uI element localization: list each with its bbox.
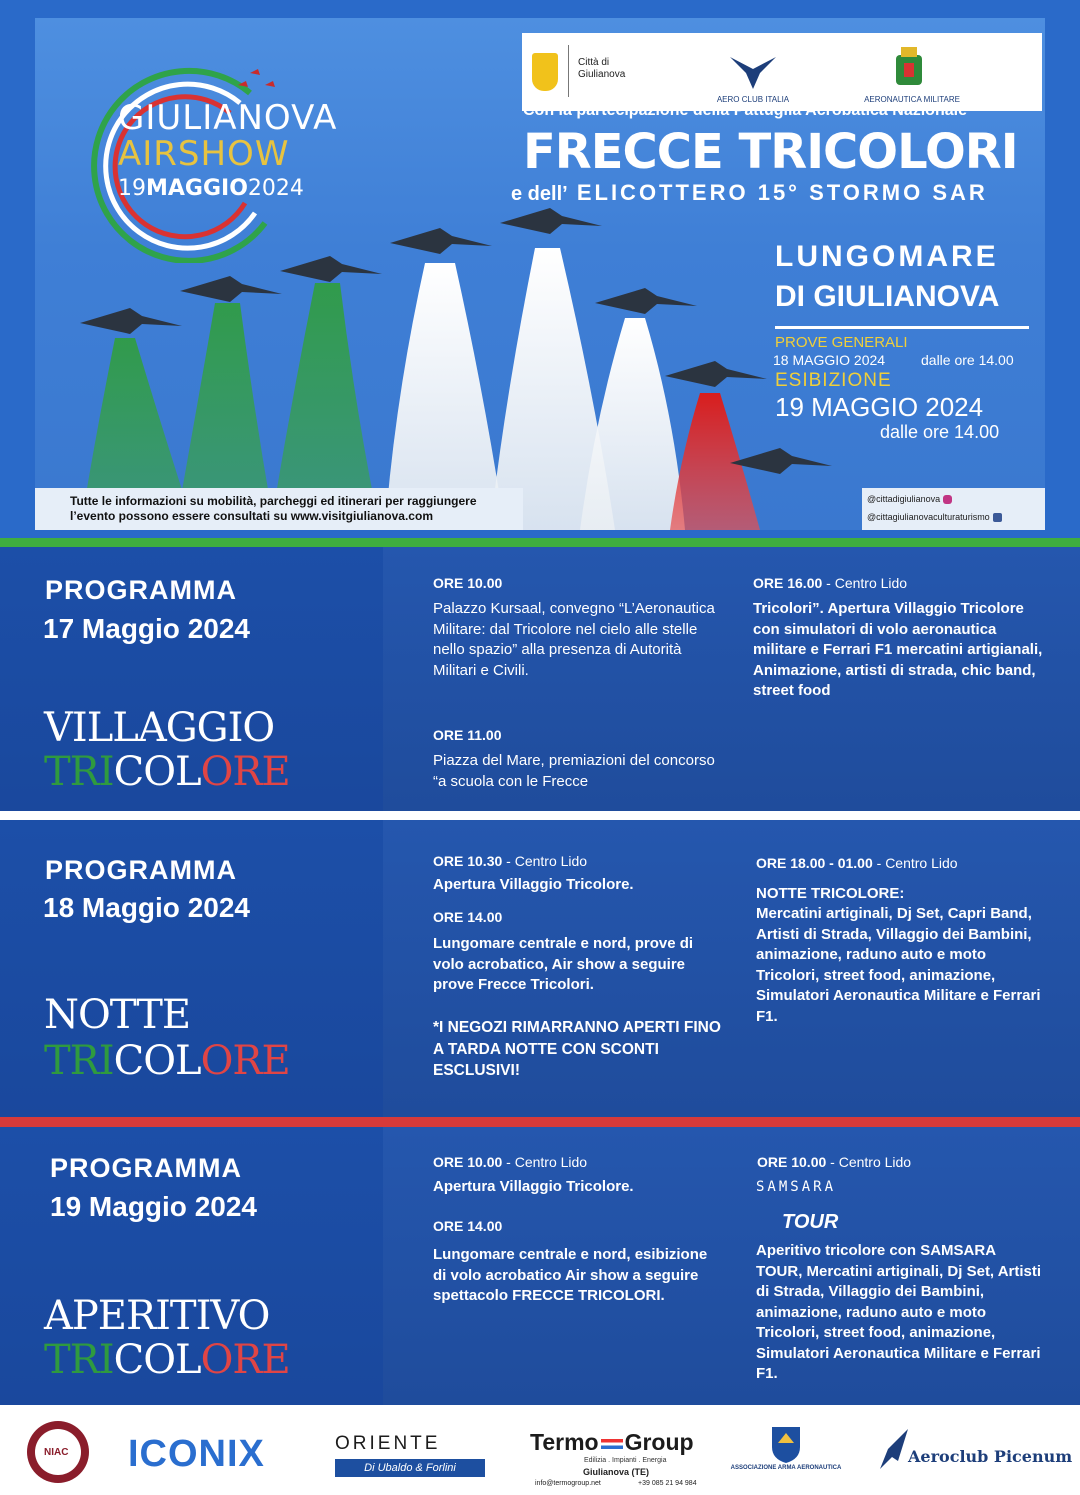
termo-sub: Edilizia . Impianti . Energia [584,1457,667,1464]
facebook-icon [993,513,1002,522]
info-box [35,488,523,530]
event-time: ORE 10.00 - Centro Lido [757,1154,912,1170]
hero-inner [35,18,1045,530]
social-box [862,488,1045,530]
shop-notice: *I NEGOZI RIMARRANNO APERTI FINO A TARDA NOTTE CON SCONTI ESCLUSIVI! [433,1019,721,1079]
hero-banner [0,0,1080,540]
eagle-icon [728,51,778,91]
event-text: Piazza del Mare, premiazioni del concorso “a scuola con le Frecce [433,752,715,790]
esib-date: 19 MAGGIO 2024 [775,392,984,422]
title-top: NOTTE [44,992,191,1038]
niac-logo: NIAC [44,1447,69,1458]
program-17-section [0,547,1080,811]
termo-phone: +39 085 21 94 984 [638,1480,697,1487]
social-instagram[interactable]: @cittadigiulianova [867,494,952,504]
location-line-2: DI GIULIANOVA [775,280,1000,313]
event-heading: NOTTE TRICOLORE: [756,885,905,902]
divider [775,326,1029,329]
termo-mail[interactable]: info@termogroup.net [535,1480,601,1487]
event-time: ORE 14.00 [433,1218,503,1234]
program-18-section [0,820,1080,1117]
city-label: Città di Giulianova [578,57,626,80]
event-text: Apertura Villaggio Tricolore. [433,1178,634,1195]
divider [568,45,569,97]
event-time: ORE 16.00 - Centro Lido [753,575,908,591]
subtitle: e dell’ ELICOTTERO 15° STORMO SAR [511,180,988,205]
event-time: ORE 18.00 - 01.00 - Centro Lido [756,855,958,871]
main-title: FRECCE TRICOLORI [523,124,1018,180]
title-top: VILLAGGIO [44,705,275,751]
am-label: AERONAUTICA MILITARE [864,95,960,104]
program-date: 18 Maggio 2024 [43,892,250,923]
event-time: ORE 14.00 [433,909,503,925]
event-text: Tricolori”. Apertura Villaggio Tricolore con simulatori di volo aeronautica militare e Ferrari F1 mercatini artigianali, Animazione, artisti di strada, chic band, street food [753,600,1043,699]
logo-line-1: GIULIANOVA [118,98,338,138]
title-top: APERITIVO [44,1293,270,1339]
location-line-1: LUNGOMARE [775,240,999,273]
program-19-section [0,1127,1080,1405]
event-time: ORE 11.00 [433,727,502,743]
program-label: PROGRAMMA [45,575,237,605]
termo-flag-icon [601,1439,623,1449]
info-text: Tutte le informazioni su mobilità, parcheggi ed itinerari per raggiungere l’evento possono essere consultati su www.visitgiulianova.com [70,494,477,523]
title-tricolore: TRICOLORE [44,1337,290,1383]
aam-label: ASSOCIAZIONE ARMA AERONAUTICA [730,1465,842,1471]
event-text: Lungomare centrale e nord, esibizione di volo acrobatico Air show a seguire spettacolo FRECCE TRICOLORI. [433,1246,708,1304]
aeroclub-logo: Aeroclub Picenum [908,1447,1073,1466]
title-tricolore: TRICOLORE [44,1038,290,1084]
white-stripe [0,811,1080,820]
title-tricolore: TRICOLORE [44,749,290,795]
iconix-logo: ICONIX [128,1433,265,1475]
instagram-icon [943,495,952,504]
program-date: 19 Maggio 2024 [50,1191,257,1222]
red-stripe [0,1117,1080,1127]
green-stripe [0,538,1080,547]
event-time: ORE 10.30 - Centro Lido [433,853,588,869]
termo-group-logo: Termo Group [530,1429,694,1455]
event-text: Mercatini artiginali, Dj Set, Capri Band, Artisti di Strada, Villaggio dei Bambini, animazione, raduno auto e moto Tricolori, street food, animazione, Simulatori Aeronautica Militare e Ferrari F1. [756,905,1041,1025]
program-label: PROGRAMMA [50,1153,242,1183]
oriente-subtitle: Di Ubaldo & Forlini [335,1459,485,1477]
aero-club-label: AERO CLUB ITALIA [716,95,790,104]
logo-line-2: AIRSHOW [118,134,290,174]
event-time: ORE 10.00 [433,575,503,591]
esib-time: dalle ore 14.00 [880,422,1000,442]
event-text: Apertura Villaggio Tricolore. [433,876,634,893]
crest-icon [892,45,926,89]
program-label: PROGRAMMA [45,855,237,885]
event-text: Palazzo Kursaal, convegno “L’Aeronautica Militare: dal Tricolore nel cielo alle stelle nello spazio” alla presenza di Autorità Militari e Civili. [433,600,715,679]
event-time: ORE 10.00 - Centro Lido [433,1154,588,1170]
city-crest-icon [532,53,558,91]
aam-crest-icon [768,1423,804,1463]
logo-date: 19MAGGIO2024 [118,176,304,201]
samsara-tour-logo: TOUR [782,1211,839,1233]
samsara-logo: SAMSARA [756,1179,837,1195]
termo-city: Giulianova (TE) [583,1467,650,1477]
prove-time: dalle ore 14.00 [921,352,1014,368]
participation-text: Con la partecipazione della Pattuglia Acrobatica Nazionale [523,102,967,119]
event-text: Aperitivo tricolore con SAMSARA TOUR, Mercatini artiginali, Dj Set, Artisti di Strada, Villaggio dei Bambini, animazione, raduno auto e moto Tricolori, street food, animazione, Simulatori Aeronautica Militare e Ferrari F1. [756,1242,1042,1382]
sponsor-footer [0,1405,1080,1495]
prove-title: PROVE GENERALI [775,334,908,351]
event-text: Lungomare centrale e nord, prove di volo acrobatico, Air show a seguire prove Frecce Tricolori. [433,935,694,993]
esib-title: ESIBIZIONE [775,370,892,391]
program-date: 17 Maggio 2024 [43,613,250,644]
social-facebook[interactable]: @cittagiulianovaculturaturismo [867,512,1002,522]
oriente-logo: ORIENTE [335,1433,441,1454]
prove-date: 18 MAGGIO 2024 [773,352,886,368]
partner-bar [522,33,1042,111]
